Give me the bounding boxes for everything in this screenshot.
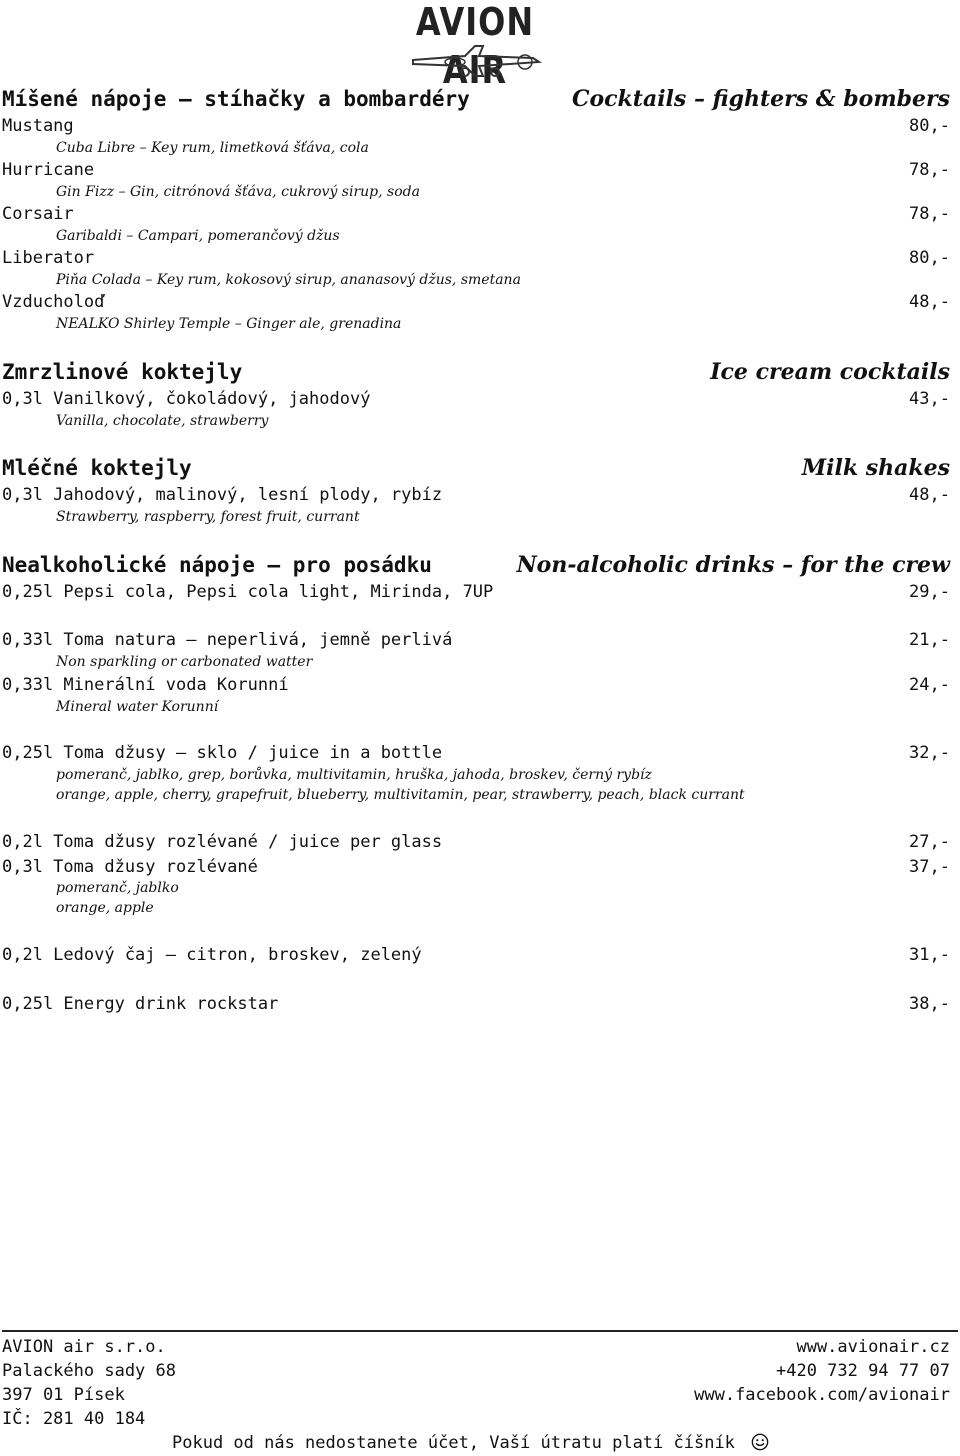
item-price: 24,- — [909, 675, 950, 695]
item-name: Mustang — [2, 116, 74, 136]
menu-item — [2, 247, 950, 269]
section-icecream-heading — [2, 359, 950, 385]
section-cocktails-heading — [2, 86, 950, 112]
footer-phone: +420 732 94 77 07 — [776, 1361, 950, 1381]
section-title-en: Milk shakes — [801, 455, 950, 481]
item-price: 48,- — [909, 292, 950, 312]
item-name: 0,33l Toma natura – neperlivá, jemně perlivá — [2, 630, 453, 650]
item-description: Non sparkling or carbonated watter — [56, 654, 313, 670]
section-title-cz: Zmrzlinové koktejly — [2, 360, 243, 384]
section-title-cz: Míšené nápoje – stíhačky a bombardéry — [2, 87, 470, 111]
item-name: Hurricane — [2, 160, 95, 180]
item-price: 27,- — [909, 832, 950, 852]
footer-city: 397 01 Písek — [2, 1385, 125, 1405]
item-price: 37,- — [909, 857, 950, 877]
item-description: pomeranč, jablko, grep, borůvka, multivitamin, hruška, jahoda, broskev, černý rybíz — [56, 767, 652, 783]
airplane-icon — [405, 42, 545, 82]
footer-ic: IČ: 281 40 184 — [2, 1409, 146, 1429]
item-price: 48,- — [909, 485, 950, 505]
item-price: 38,- — [909, 994, 950, 1014]
item-price: 78,- — [909, 204, 950, 224]
item-name: 0,25l Pepsi cola, Pepsi cola light, Mirinda, 7UP — [2, 582, 494, 602]
item-description: Garibaldi – Campari, pomerančový džus — [56, 228, 340, 244]
section-title-en: Cocktails – fighters & bombers — [571, 86, 950, 112]
footer-note-text: Pokud od nás nedostanete účet, Vaší útratu platí číšník — [172, 1433, 735, 1453]
section-title-en: Ice cream cocktails — [710, 359, 950, 385]
item-name: 0,33l Minerální voda Korunní — [2, 675, 289, 695]
menu-item — [2, 831, 950, 853]
item-price: 29,- — [909, 582, 950, 602]
menu-item — [2, 484, 950, 506]
menu-item — [2, 944, 950, 966]
menu-item — [2, 115, 950, 137]
item-description: NEALKO Shirley Temple – Ginger ale, grenadina — [56, 316, 402, 332]
item-name: 0,3l Vanilkový, čokoládový, jahodový — [2, 389, 371, 409]
item-name: 0,2l Toma džusy rozlévané / juice per glass — [2, 832, 443, 852]
item-description: Piňa Colada – Key rum, kokosový sirup, ananasový džus, smetana — [56, 272, 521, 288]
item-price: 78,- — [909, 160, 950, 180]
section-milkshakes-heading — [2, 455, 950, 481]
item-price: 80,- — [909, 116, 950, 136]
item-description: Vanilla, chocolate, strawberry — [56, 413, 269, 429]
footer-facebook-link[interactable]: www.facebook.com/avionair — [694, 1385, 950, 1405]
item-name: Vzducholoď — [2, 292, 105, 312]
menu-item — [2, 993, 950, 1015]
item-price: 32,- — [909, 743, 950, 763]
footer-note — [172, 1432, 769, 1454]
footer-website-link[interactable]: www.avionair.cz — [796, 1337, 950, 1357]
item-price: 80,- — [909, 248, 950, 268]
item-name: Liberator — [2, 248, 95, 268]
section-title-en: Non-alcoholic drinks – for the crew — [516, 552, 950, 578]
menu-item — [2, 388, 950, 410]
menu-item — [2, 291, 950, 313]
footer-divider — [2, 1330, 958, 1332]
menu-item — [2, 203, 950, 225]
item-name: 0,25l Energy drink rockstar — [2, 994, 279, 1014]
item-description: Cuba Libre – Key rum, limetková šťáva, cola — [56, 140, 369, 156]
section-title-cz: Nealkoholické nápoje – pro posádku — [2, 553, 432, 577]
section-nonalcoholic-heading — [2, 552, 950, 578]
item-price: 21,- — [909, 630, 950, 650]
item-name: 0,2l Ledový čaj – citron, broskev, zelený — [2, 945, 422, 965]
item-name: Corsair — [2, 204, 74, 224]
menu-item — [2, 159, 950, 181]
item-price: 43,- — [909, 389, 950, 409]
item-name: 0,25l Toma džusy – sklo / juice in a bottle — [2, 743, 443, 763]
item-description-en: orange, apple — [56, 900, 154, 916]
item-description: Strawberry, raspberry, forest fruit, currant — [56, 509, 360, 525]
footer-street: Palackého sady 68 — [2, 1361, 176, 1381]
item-description: pomeranč, jablko — [56, 880, 179, 896]
menu-item — [2, 742, 950, 764]
item-name: 0,3l Jahodový, malinový, lesní plody, rybíz — [2, 485, 443, 505]
item-price: 31,- — [909, 945, 950, 965]
section-title-cz: Mléčné koktejly — [2, 456, 192, 480]
smiley-icon — [751, 1433, 769, 1451]
menu-item — [2, 581, 950, 603]
menu-item — [2, 674, 950, 696]
item-description: Mineral water Korunní — [56, 699, 219, 715]
item-description-en: orange, apple, cherry, grapefruit, blueberry, multivitamin, pear, strawberry, peach, black currant — [56, 787, 745, 803]
footer-company: AVION air s.r.o. — [2, 1337, 166, 1357]
item-name: 0,3l Toma džusy rozlévané — [2, 857, 258, 877]
avion-air-logo — [405, 0, 545, 93]
logo-text: AVION AIR — [415, 0, 535, 93]
menu-item — [2, 856, 950, 878]
menu-item — [2, 629, 950, 651]
item-description: Gin Fizz – Gin, citrónová šťáva, cukrový sirup, soda — [56, 184, 420, 200]
